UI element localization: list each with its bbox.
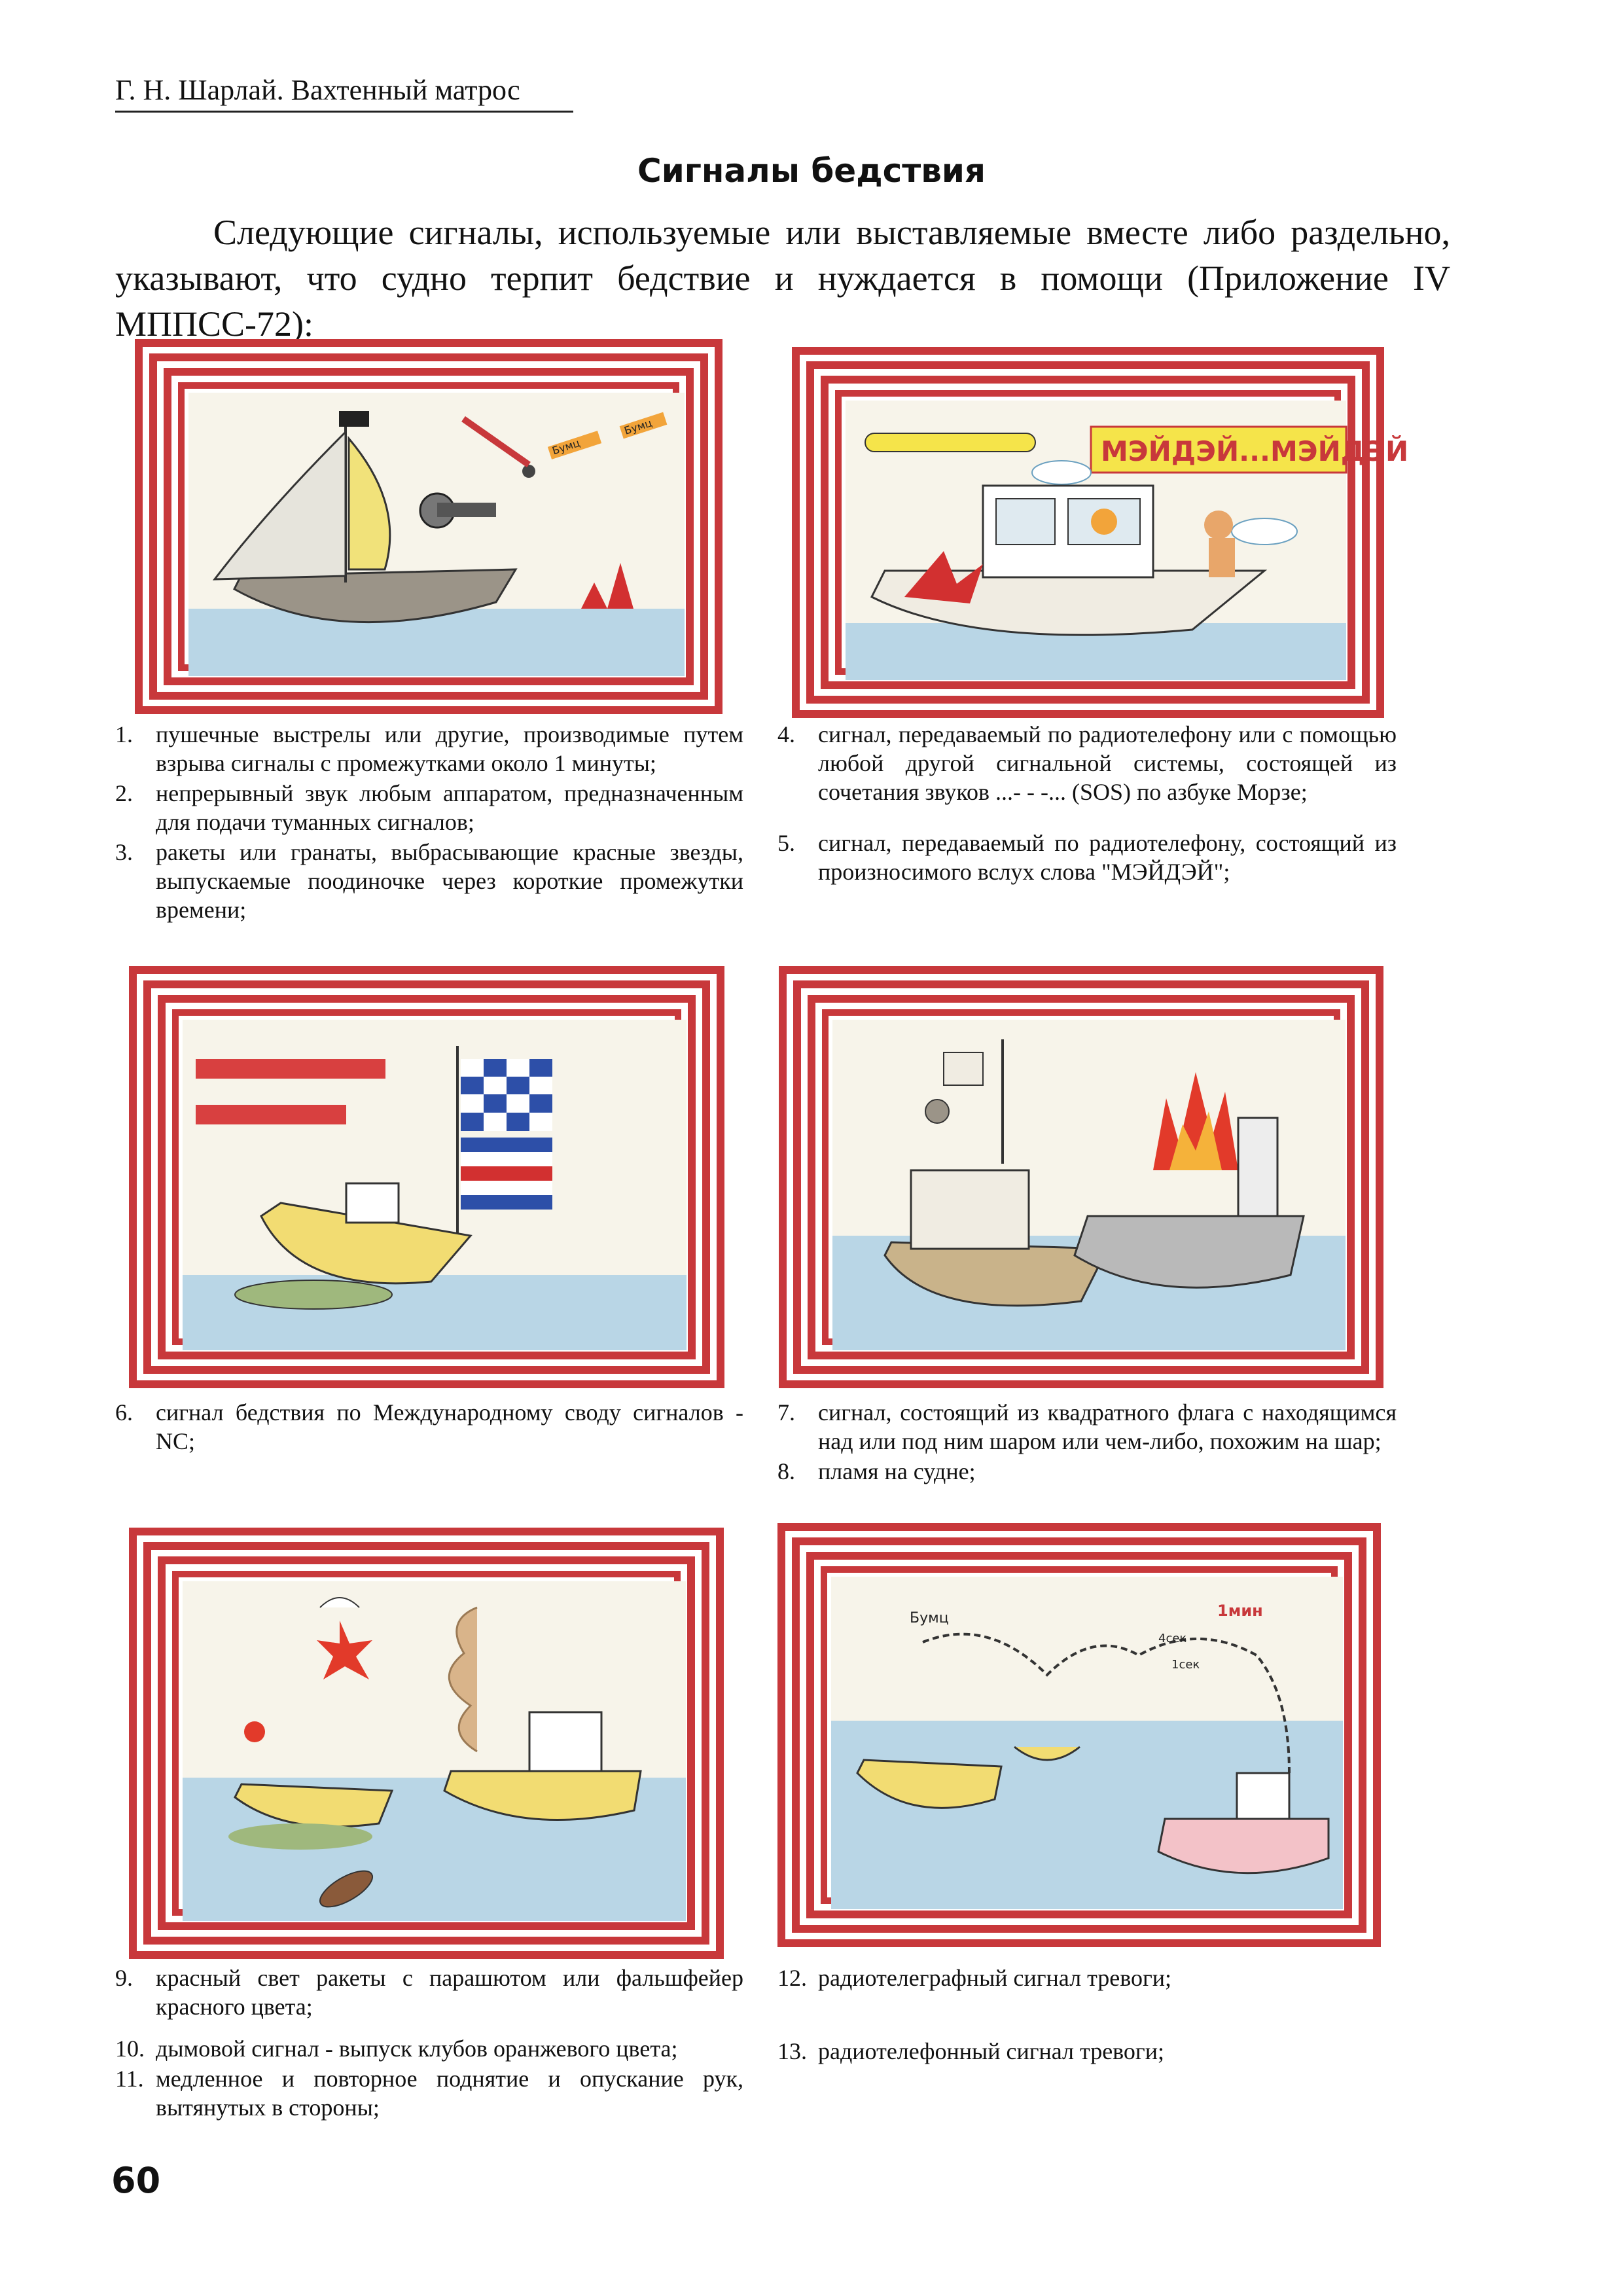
- signal-list-f: [777, 1964, 1397, 2067]
- list-item: 1. пушечные выстрелы или другие, производимые путем взрыва сигналы с промежутками около 1 минуты;: [115, 721, 743, 776]
- list-item: 9. красный свет ракеты с парашютом или фальшфейер красного цвета;: [115, 1965, 743, 2020]
- list-item: 6. сигнал бедствия по Международному своду сигналов - NC;: [115, 1399, 743, 1454]
- running-head: Г. Н. Шарлай. Вахтенный матрос: [115, 73, 573, 113]
- ticker-label: Бумц: [622, 416, 654, 437]
- illustration-mayday-ship: [846, 401, 1409, 680]
- list-item: 2. непрерывный звук любым аппаратом, предназначенным для подачи туманных сигналов;: [115, 780, 743, 835]
- signal-list-e: [115, 1964, 743, 2123]
- ticker-label: Бумц: [910, 1610, 949, 1626]
- section-title: Сигналы бедствия: [637, 152, 986, 190]
- illustration-cannon-ship: [188, 393, 685, 676]
- illustration-frame-radio-alarm: [777, 1523, 1381, 1947]
- illustration-parachute-smoke: [183, 1581, 686, 1921]
- flag-c: [461, 1138, 552, 1210]
- illustration-nc-flags: [183, 1020, 687, 1350]
- illustration-frame-fire-ball: [779, 966, 1383, 1388]
- list-item: 3. ракеты или гранаты, выбрасывающие красные звезды, выпускаемые поодиночке через короткие промежутки времени;: [115, 839, 743, 923]
- ticker-label: 4сек: [1158, 1632, 1187, 1645]
- list-item: 12. радиотелеграфный сигнал тревоги;: [777, 1965, 1171, 1991]
- mayday-banner: МЭЙДЭЙ...МЭЙДЭЙ: [1101, 435, 1409, 467]
- ticker-label: Бумц: [550, 436, 582, 457]
- list-item: 11. медленное и повторное поднятие и опускание рук, вытянутых в стороны;: [115, 2066, 743, 2121]
- list-item: 4. сигнал, передаваемый по радиотелефону или с помощью любой другой сигнальной системы, состоящей из сочетания звуков ...- - -... (SOS) по азбуке Морзе;: [777, 721, 1397, 805]
- list-item: 10. дымовой сигнал - выпуск клубов оранжевого цвета;: [115, 2036, 678, 2062]
- illustration-radio-alarm: [831, 1577, 1343, 1909]
- flag-n: [461, 1059, 552, 1131]
- signal-list-d: [777, 1398, 1397, 1487]
- signal-list-a: [115, 720, 743, 925]
- page-number: 60: [111, 2160, 161, 2201]
- list-item: 5. сигнал, передаваемый по радиотелефону, состоящий из произносимого вслух слова "МЭЙДЭЙ";: [777, 830, 1397, 885]
- illustration-frame-mayday: [792, 347, 1409, 718]
- list-item: 7. сигнал, состоящий из квадратного флага с находящимся над или под ним шаром или чем-либо, похожим на шар;: [777, 1399, 1397, 1454]
- list-item: 8. пламя на судне;: [777, 1458, 976, 1484]
- illustration-frame-cannon: [135, 339, 722, 714]
- intro-paragraph: Следующие сигналы, используемые или выставляемые вместе либо раздельно, указывают, что судно терпит бедствие и нуждается в помощи (Приложение IV МППСС-72):: [115, 213, 1450, 344]
- signal-list-b: [777, 720, 1397, 888]
- illustration-frame-parachute-smoke: [129, 1528, 724, 1959]
- illustration-frame-nc-flags: [129, 966, 724, 1388]
- list-item: 13. радиотелефонный сигнал тревоги;: [777, 2038, 1164, 2064]
- illustration-fire-ball: [832, 1020, 1346, 1350]
- signal-list-c: [115, 1398, 743, 1457]
- ticker-label: 1сек: [1171, 1658, 1200, 1672]
- ticker-label: 1мин: [1217, 1602, 1263, 1620]
